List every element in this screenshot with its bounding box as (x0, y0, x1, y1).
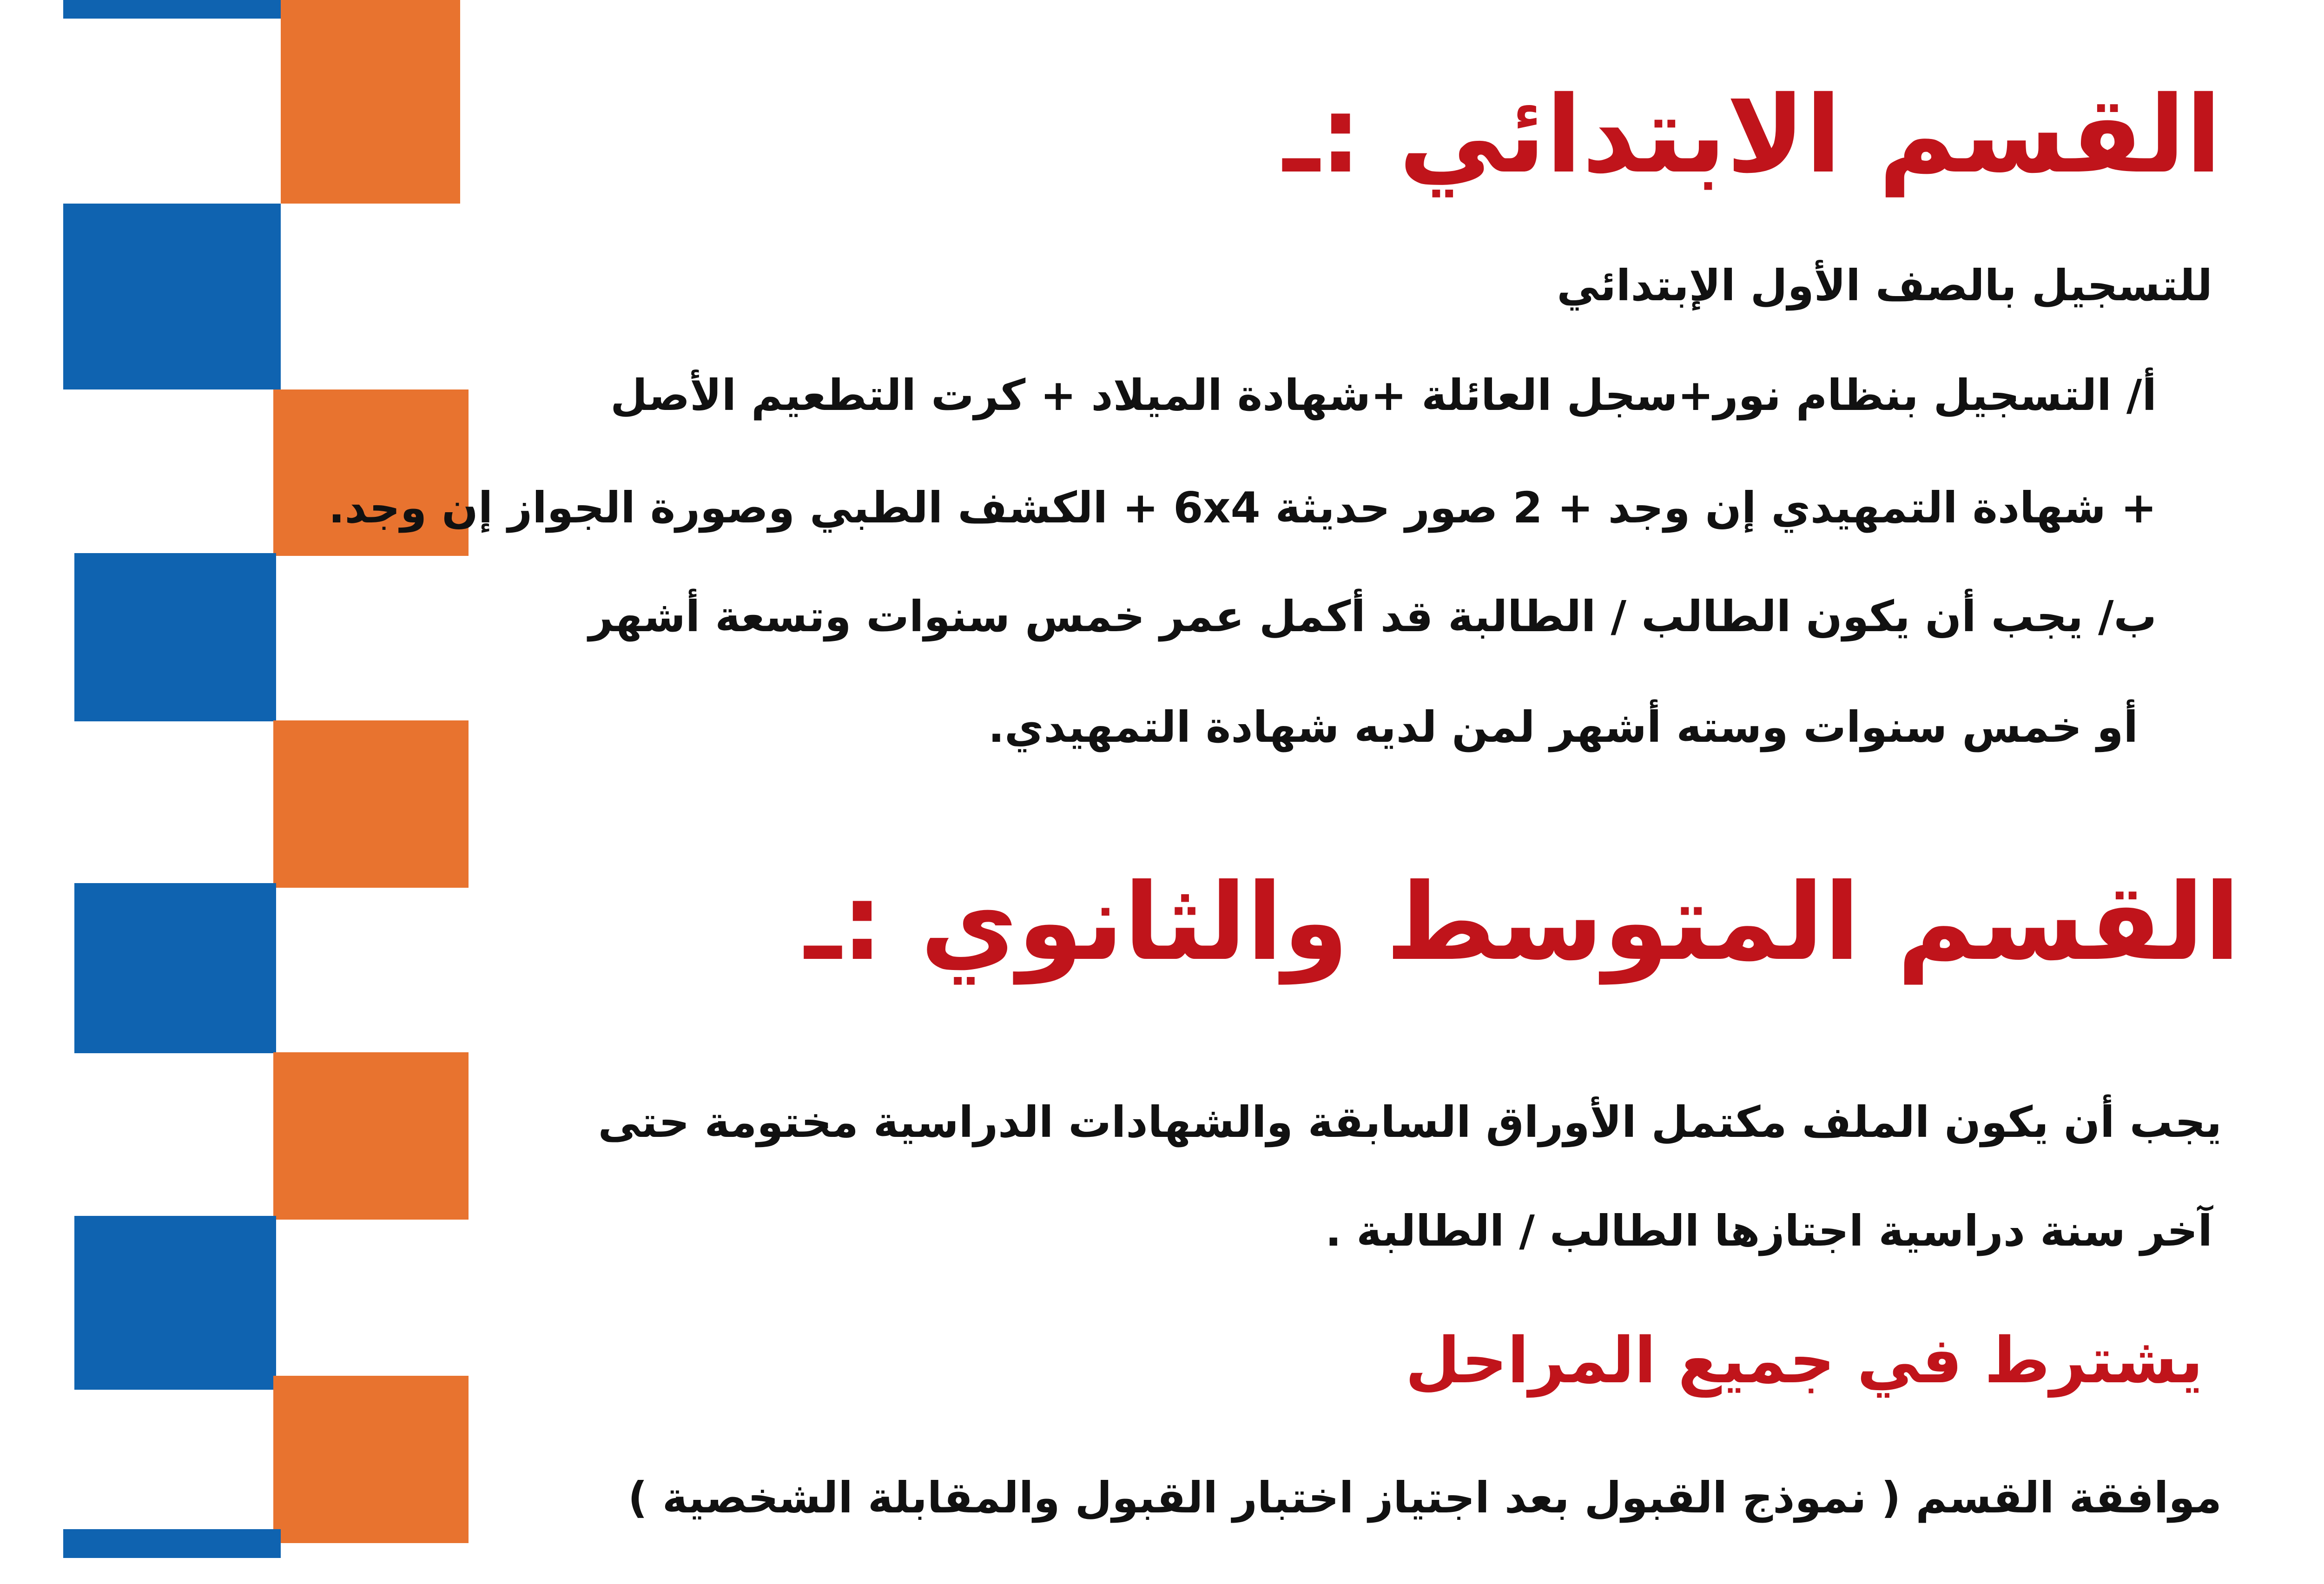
decorative-strip-block (273, 1052, 469, 1220)
decorative-strip-block (74, 1216, 276, 1390)
decorative-strip-block (273, 1376, 469, 1543)
primary-requirement-b: ب/ يجب أن يكون الطالب / الطالبة قد أكمل عمر خمس سنوات وتسعة أشهر (588, 592, 2157, 641)
decorative-strip-block (63, 0, 281, 19)
secondary-requirement-line-1: يجب أن يكون الملف مكتمل الأوراق السابقة والشهادات الدراسية مختومة حتى (598, 1097, 2222, 1147)
all-stages-heading: يشترط في جميع المراحل (1405, 1324, 2203, 1398)
secondary-requirement-line-2: آخر سنة دراسية اجتازها الطالب / الطالبة . (1325, 1206, 2212, 1256)
primary-intro: للتسجيل بالصف الأول الإبتدائي (1557, 261, 2212, 310)
decorative-strip-block (63, 1529, 281, 1558)
decorative-strip-block (281, 0, 460, 204)
decorative-strip-block (273, 720, 469, 888)
decorative-strip-block (63, 204, 281, 389)
primary-requirement-b-continued: أو خمس سنوات وسته أشهر لمن لديه شهادة التمهيدي. (988, 702, 2138, 752)
primary-requirement-a-continued: + شهادة التمهيدي إن وجد + 2 صور حديثة 6x4 + الكشف الطبي وصورة الجواز إن وجد. (328, 483, 2157, 533)
all-stages-requirement: موافقة القسم ( نموذج القبول بعد اجتياز اختبار القبول والمقابلة الشخصية ) (627, 1473, 2222, 1523)
decorative-strip-block (74, 883, 276, 1053)
decorative-strip-block (74, 553, 276, 721)
primary-section-heading: القسم الابتدائي :ـ (1283, 73, 2222, 197)
primary-requirement-a: أ/ التسجيل بنظام نور+سجل العائلة +شهادة الميلاد + كرت التطعيم الأصل (610, 370, 2157, 420)
document-content (328, 0, 2240, 1584)
secondary-section-heading: القسم المتوسط والثانوي :ـ (805, 860, 2240, 984)
